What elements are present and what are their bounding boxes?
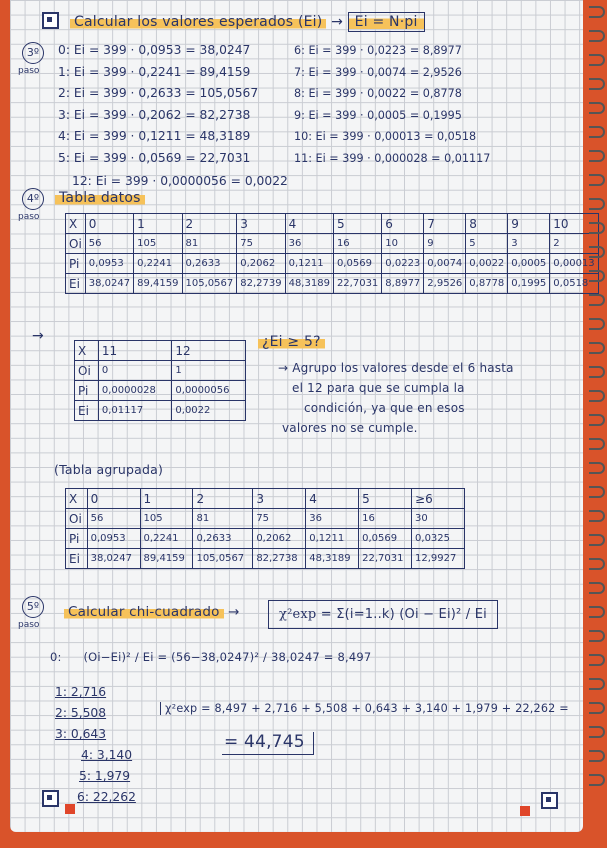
table-cell: 0,2633 xyxy=(182,254,237,274)
step-badge: 4º xyxy=(22,188,44,210)
spiral-coil-icon xyxy=(589,174,605,186)
table-row xyxy=(66,234,599,254)
note-line: condición, ya que en esos xyxy=(304,401,465,415)
table-row xyxy=(66,529,465,549)
spiral-coil-icon xyxy=(589,30,605,42)
spiral-coil-icon xyxy=(589,102,605,114)
grouping-note xyxy=(278,358,514,438)
step-label: paso xyxy=(18,212,40,222)
step5-heading xyxy=(64,604,240,620)
spiral-coil-icon xyxy=(589,726,605,738)
table-row xyxy=(66,214,599,234)
table-row-header: Pi xyxy=(75,381,99,401)
spiral-coil-icon xyxy=(589,486,605,498)
table-cell: 0 xyxy=(87,489,140,509)
expected-list-right xyxy=(294,40,490,169)
table-cell: 105,0567 xyxy=(182,274,237,294)
spiral-coil-icon xyxy=(589,390,605,402)
step-badge: 5º xyxy=(22,596,44,618)
table-row xyxy=(66,489,465,509)
note-line: valores no se cumple. xyxy=(282,421,418,435)
expected-list-left xyxy=(58,40,258,169)
step-label: paso xyxy=(18,66,40,76)
expected-line: 7: Ei = 399 · 0,0074 = 2,9526 xyxy=(294,65,462,79)
chi-symbol: χ²exp xyxy=(279,607,317,622)
spiral-coil-icon xyxy=(589,774,605,786)
table-cell: 105 xyxy=(134,234,182,254)
table-cell: 0,2241 xyxy=(134,254,182,274)
table-cell: 0 xyxy=(98,361,172,381)
chi-total-result: = 44,745 xyxy=(222,732,314,755)
table-cell: 12,9927 xyxy=(412,549,465,569)
spiral-coil-icon xyxy=(589,126,605,138)
table-cell: 16 xyxy=(359,509,412,529)
table-cell: 10 xyxy=(550,214,598,234)
table-row xyxy=(75,381,246,401)
table-row xyxy=(66,274,599,294)
grouped-table-label: (Tabla agrupada) xyxy=(54,462,164,477)
table-cell: 0 xyxy=(85,214,133,234)
table-cell: ≥6 xyxy=(412,489,465,509)
spiral-coil-icon xyxy=(589,630,605,642)
term-row: 6: 22,262 xyxy=(77,790,136,804)
expected-line: 0: Ei = 399 · 0,0953 = 38,0247 xyxy=(58,43,251,57)
table-cell: 0,0022 xyxy=(466,254,508,274)
table-cell: 5 xyxy=(466,234,508,254)
expected-line: 6: Ei = 399 · 0,0223 = 8,8977 xyxy=(294,44,462,57)
expected-line: 2: Ei = 399 · 0,2633 = 105,0567 xyxy=(58,86,259,100)
table-cell: 4 xyxy=(285,214,333,234)
condition-question xyxy=(258,334,325,350)
table-cell: 0,0005 xyxy=(508,254,550,274)
term-row: 5: 1,979 xyxy=(79,769,131,783)
term-row: 2: 5,508 xyxy=(55,706,107,720)
table-row xyxy=(75,401,246,421)
table-cell: 7 xyxy=(424,214,466,234)
table-cell: 8,8977 xyxy=(382,274,424,294)
spiral-coil-icon xyxy=(589,750,605,762)
tabla-datos-label: Tabla datos xyxy=(55,190,145,206)
table-cell: 0,01117 xyxy=(98,401,172,421)
expected-line: 4: Ei = 399 · 0,1211 = 48,3189 xyxy=(58,129,251,143)
table-cell: 4 xyxy=(306,489,359,509)
table-cell: 3 xyxy=(253,489,306,509)
expected-line: 1: Ei = 399 · 0,2241 = 89,4159 xyxy=(58,64,251,79)
spiral-binding xyxy=(591,6,607,806)
table-cell: 38,0247 xyxy=(85,274,133,294)
spiral-coil-icon xyxy=(589,150,605,162)
table-cell: 36 xyxy=(285,234,333,254)
table-cell: 0,0022 xyxy=(172,401,246,421)
spiral-coil-icon xyxy=(589,246,605,258)
table-row-header: Oi xyxy=(66,509,88,529)
table-cell: 82,2739 xyxy=(237,274,285,294)
table-row-header: Pi xyxy=(66,529,88,549)
table-cell: 8 xyxy=(466,214,508,234)
table-cell: 0,2241 xyxy=(140,529,193,549)
table-row xyxy=(66,549,465,569)
table-cell: 2 xyxy=(550,234,598,254)
chi-square-formula xyxy=(268,600,498,629)
corner-square-icon xyxy=(541,792,558,809)
table-cell: 82,2738 xyxy=(253,549,306,569)
table-cell: 81 xyxy=(193,509,253,529)
table-cell: 89,4159 xyxy=(140,549,193,569)
table-cell: 5 xyxy=(359,489,412,509)
spiral-coil-icon xyxy=(589,342,605,354)
corner-square-icon xyxy=(42,12,59,29)
spiral-coil-icon xyxy=(589,294,605,306)
table-cell: 6 xyxy=(382,214,424,234)
expected-line-12: 12: Ei = 399 · 0,0000056 = 0,0022 xyxy=(72,174,288,188)
sum-expression: = Σ(i=1..k) (Oi − Ei)² / Ei xyxy=(320,607,487,622)
spiral-coil-icon xyxy=(589,654,605,666)
table-cell: 89,4159 xyxy=(134,274,182,294)
step3-heading xyxy=(70,14,425,30)
expected-line: 9: Ei = 399 · 0,0005 = 0,1995 xyxy=(294,108,462,122)
note-line: el 12 para que se cumpla la xyxy=(292,381,465,395)
spiral-coil-icon xyxy=(589,582,605,594)
table-row-header: Ei xyxy=(66,274,86,294)
spiral-coil-icon xyxy=(589,222,605,234)
table-row-header: Ei xyxy=(66,549,88,569)
expected-line: 3: Ei = 399 · 0,2062 = 82,2738 xyxy=(58,107,251,122)
table-cell: 5 xyxy=(333,214,381,234)
table-cell: 10 xyxy=(382,234,424,254)
spiral-coil-icon xyxy=(589,438,605,450)
table-cell: 0,0569 xyxy=(359,529,412,549)
step4-title xyxy=(55,190,145,206)
term-0 xyxy=(50,650,371,664)
table-cell: 81 xyxy=(182,234,237,254)
table-cell: 48,3189 xyxy=(285,274,333,294)
table-cell: 0,2062 xyxy=(237,254,285,274)
table-cell: 2 xyxy=(193,489,253,509)
table-cell: 3 xyxy=(508,234,550,254)
spiral-coil-icon xyxy=(589,414,605,426)
data-table xyxy=(65,213,599,294)
table-cell: 0,0518 xyxy=(550,274,598,294)
table-cell: 105 xyxy=(140,509,193,529)
expected-line: 8: Ei = 399 · 0,0022 = 0,8778 xyxy=(294,87,462,100)
table-cell: 36 xyxy=(306,509,359,529)
table-cell: 11 xyxy=(98,341,172,361)
table-row xyxy=(75,341,246,361)
table-cell: 1 xyxy=(172,361,246,381)
note-line: → Agrupo los valores desde el 6 hasta xyxy=(278,361,514,375)
table-cell: 56 xyxy=(87,509,140,529)
table-cell: 0,0000028 xyxy=(98,381,172,401)
table-cell: 2,9526 xyxy=(424,274,466,294)
table-cell: 9 xyxy=(424,234,466,254)
table-cell: 22,7031 xyxy=(359,549,412,569)
spiral-coil-icon xyxy=(589,558,605,570)
table-cell: 0,1211 xyxy=(285,254,333,274)
spiral-coil-icon xyxy=(589,270,605,282)
spiral-coil-icon xyxy=(589,198,605,210)
table-cell: 75 xyxy=(237,234,285,254)
table-cell: 12 xyxy=(172,341,246,361)
table-cell: 0,1995 xyxy=(508,274,550,294)
table-cell: 1 xyxy=(134,214,182,234)
table-cell: 75 xyxy=(253,509,306,529)
spiral-coil-icon xyxy=(589,318,605,330)
data-table-overflow xyxy=(74,340,246,421)
table-cell: 22,7031 xyxy=(333,274,381,294)
spiral-coil-icon xyxy=(589,534,605,546)
table-cell: 3 xyxy=(237,214,285,234)
terms-list xyxy=(55,682,136,808)
expected-line: 5: Ei = 399 · 0,0569 = 22,7031 xyxy=(58,150,251,165)
spiral-coil-icon xyxy=(589,54,605,66)
spiral-coil-icon xyxy=(589,366,605,378)
table-cell: 56 xyxy=(85,234,133,254)
expected-line: 11: Ei = 399 · 0,000028 = 0,01117 xyxy=(294,151,491,165)
table-cell: 0,0325 xyxy=(412,529,465,549)
expected-line: 10: Ei = 399 · 0,00013 = 0,0518 xyxy=(294,130,477,143)
table-row-header: Pi xyxy=(66,254,86,274)
term-row: 1: 2,716 xyxy=(55,685,107,699)
spiral-coil-icon xyxy=(589,462,605,474)
chi-total-expression: χ²exp = 8,497 + 2,716 + 5,508 + 0,643 + 3,140 + 1,979 + 22,262 = xyxy=(160,702,569,715)
table-row xyxy=(66,254,599,274)
red-marker-icon xyxy=(520,806,530,816)
notebook-page xyxy=(10,0,595,832)
step5-title: Calcular chi-cuadrado xyxy=(64,604,224,620)
table-row-header: X xyxy=(66,214,86,234)
term-label: 0: xyxy=(50,650,62,664)
table-cell: 0,8778 xyxy=(466,274,508,294)
term-row: 4: 3,140 xyxy=(81,748,133,762)
table-cell: 0,1211 xyxy=(306,529,359,549)
table-row xyxy=(66,509,465,529)
table-cell: 0,0074 xyxy=(424,254,466,274)
table-row-header: X xyxy=(75,341,99,361)
table-row-header: X xyxy=(66,489,88,509)
arrow-icon: → xyxy=(32,328,44,344)
table-cell: 105,0567 xyxy=(193,549,253,569)
table-cell: 30 xyxy=(412,509,465,529)
spiral-coil-icon xyxy=(589,6,605,18)
table-cell: 0,0000056 xyxy=(172,381,246,401)
table-cell: 0,0223 xyxy=(382,254,424,274)
term-row: 3: 0,643 xyxy=(55,727,107,741)
table-cell: 1 xyxy=(140,489,193,509)
table-cell: 38,0247 xyxy=(87,549,140,569)
table-row xyxy=(75,361,246,381)
table-cell: 0,0953 xyxy=(85,254,133,274)
step3-title: Calcular los valores esperados (Ei) xyxy=(70,14,326,30)
step-label: paso xyxy=(18,620,40,630)
spiral-coil-icon xyxy=(589,606,605,618)
expected-formula: Ei = N·pi xyxy=(348,12,425,32)
table-row-header: Oi xyxy=(75,361,99,381)
arrow-icon: → xyxy=(228,604,240,620)
table-cell: 48,3189 xyxy=(306,549,359,569)
table-row-header: Ei xyxy=(75,401,99,421)
table-cell: 0,0953 xyxy=(87,529,140,549)
table-cell: 16 xyxy=(333,234,381,254)
grouped-table xyxy=(65,488,465,569)
table-cell: 0,2062 xyxy=(253,529,306,549)
spiral-coil-icon xyxy=(589,510,605,522)
arrow-icon: → xyxy=(331,14,344,30)
table-row-header: Oi xyxy=(66,234,86,254)
table-cell: 0,00013 xyxy=(550,254,598,274)
term-expression: (Oi−Ei)² / Ei = (56−38,0247)² / 38,0247 = 8,497 xyxy=(83,650,372,664)
spiral-coil-icon xyxy=(589,678,605,690)
step-badge: 3º xyxy=(22,42,44,64)
spiral-coil-icon xyxy=(589,78,605,90)
table-cell: 9 xyxy=(508,214,550,234)
table-cell: 0,2633 xyxy=(193,529,253,549)
table-cell: 0,0569 xyxy=(333,254,381,274)
condition-text: ¿Ei ≥ 5? xyxy=(258,334,325,350)
table-cell: 2 xyxy=(182,214,237,234)
spiral-coil-icon xyxy=(589,702,605,714)
